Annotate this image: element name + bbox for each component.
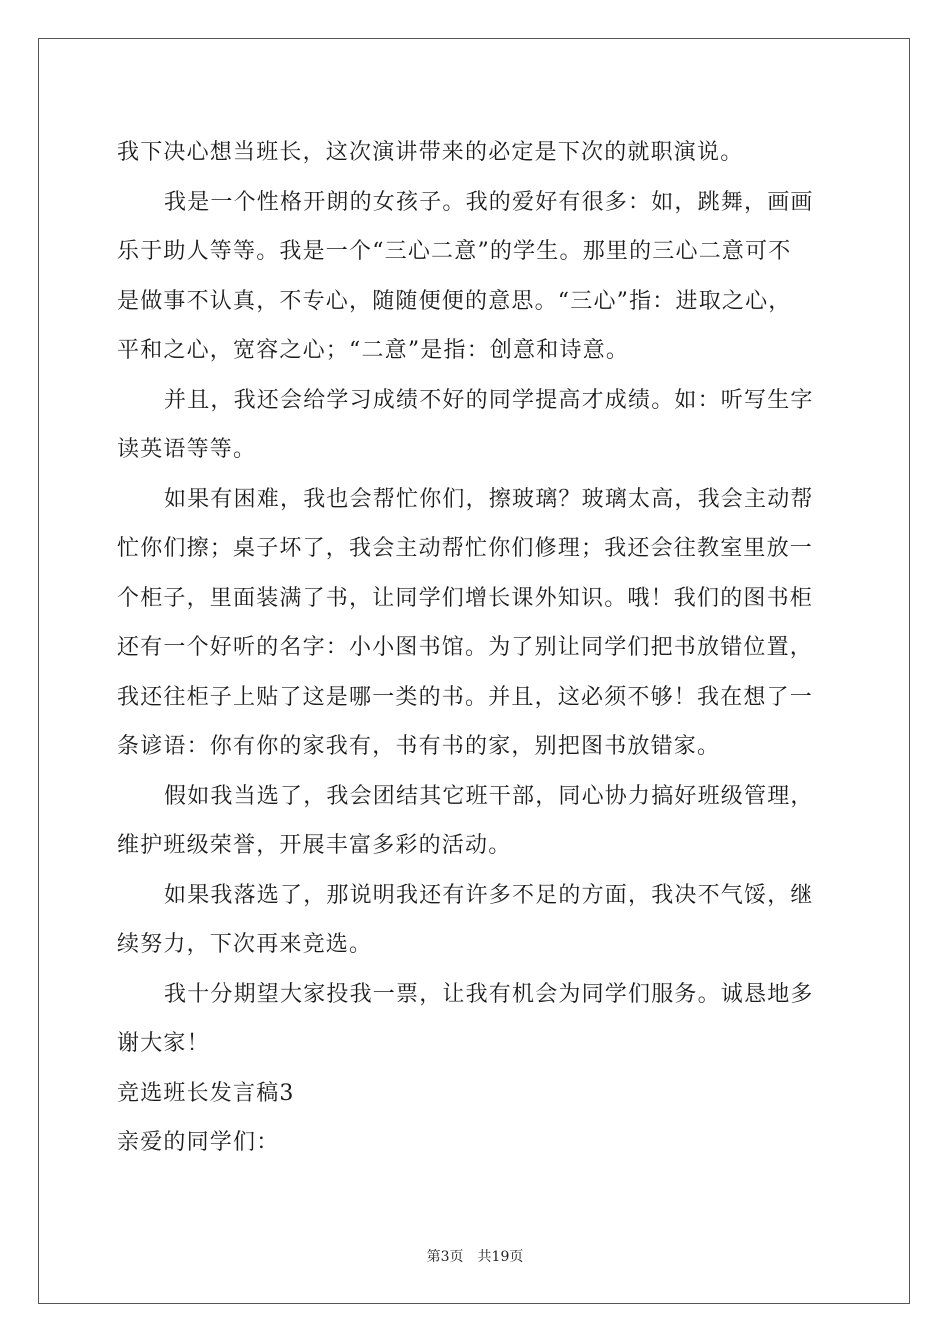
text-line: 忙你们擦；桌子坏了，我会主动帮忙你们修理；我还会往教室里放一: [117, 536, 814, 561]
text-line: 读英语等等。: [117, 437, 257, 462]
text-line: 谢大家！: [117, 1031, 210, 1056]
page-number: 第3页: [426, 1249, 464, 1265]
page-total: 共19页: [477, 1249, 524, 1265]
text-line: 乐于助人等等。我是一个“三心二意”的学生。那里的三心二意可不: [117, 239, 792, 264]
text-line: 维护班级荣誉，开展丰富多彩的活动。: [117, 833, 512, 858]
text-line: 我还往柜子上贴了这是哪一类的书。并且，这必须不够！我在想了一: [117, 684, 814, 710]
page-footer: [0, 1246, 950, 1266]
text-line: 我下决心想当班长，这次演讲带来的必定是下次的就职演说。: [117, 140, 744, 165]
text-line: 平和之心，宽容之心；“二意”是指：创意和诗意。: [117, 338, 630, 363]
text-line: 假如我当选了，我会团结其它班干部，同心协力搞好班级管理，: [164, 783, 814, 809]
text-line: 续努力，下次再来竞选。: [117, 932, 373, 957]
document-body: [117, 128, 837, 1168]
salutation: 亲爱的同学们：: [117, 1130, 280, 1155]
text-line: 条谚语：你有你的家我有，书有书的家，别把图书放错家。: [117, 734, 721, 759]
text-line: 我十分期望大家投我一票，让我有机会为同学们服务。诚恳地多: [164, 981, 814, 1007]
text-line: 还有一个好听的名字：小小图书馆。为了别让同学们把书放错位置，: [117, 635, 814, 660]
section-heading: 竞选班长发言稿3: [117, 1080, 295, 1106]
text-line: 个柜子，里面装满了书，让同学们增长课外知识。哦！我们的图书柜: [117, 585, 814, 611]
text-line: 如果有困难，我也会帮忙你们，擦玻璃？玻璃太高，我会主动帮: [164, 486, 814, 512]
text-line: 是做事不认真，不专心，随随便便的意思。“三心”指：进取之心，: [117, 288, 792, 314]
text-line: 如果我落选了，那说明我还有许多不足的方面，我决不气馁，继: [164, 882, 814, 908]
text-line: 并且，我还会给学习成绩不好的同学提高才成绩。如：听写生字: [164, 387, 814, 413]
text-line: 我是一个性格开朗的女孩子。我的爱好有很多：如，跳舞，画画: [164, 189, 814, 215]
